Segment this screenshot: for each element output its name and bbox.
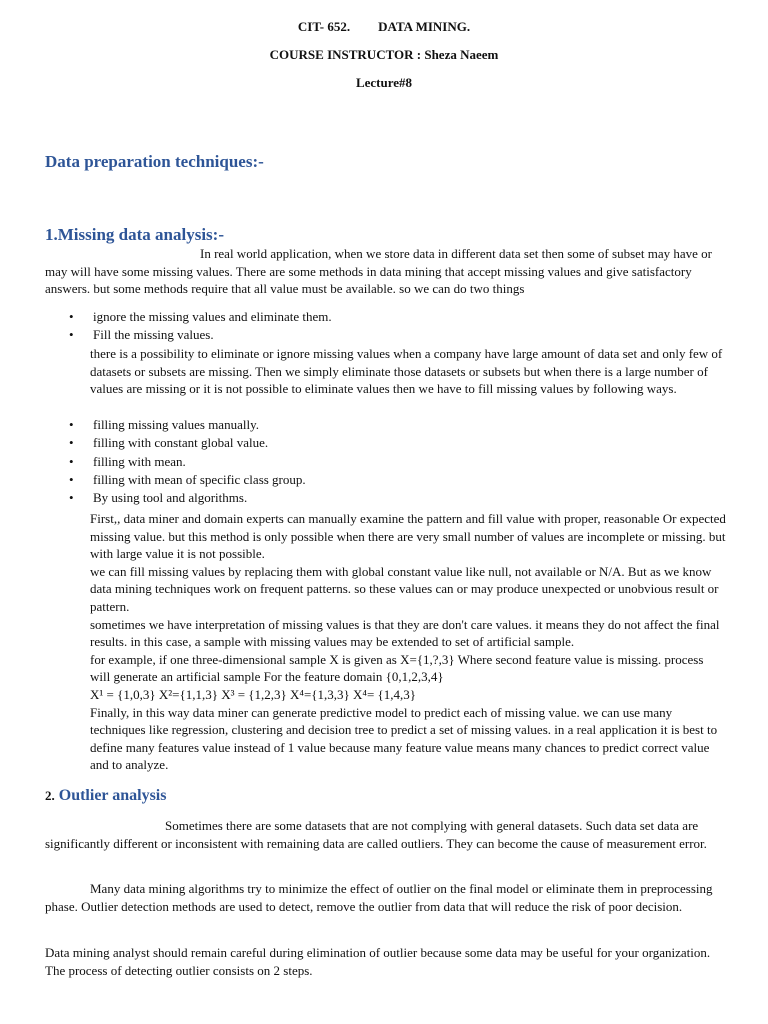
list-item: • filling with mean. bbox=[45, 453, 725, 471]
list-item: • filling missing values manually. bbox=[45, 416, 725, 434]
missing-intro-text: In real world application, when we store data in different data set then some of subset may have or may will have some missing values. There are some methods in data mining that accept missing values and give satisfactory answers. but some methods require that all value must be available. so we can do two things bbox=[45, 246, 713, 296]
bullet-icon: • bbox=[69, 435, 74, 451]
fill-methods-details bbox=[90, 510, 726, 774]
section-title-outlier bbox=[45, 786, 166, 806]
section-number: 2. bbox=[45, 788, 55, 803]
list-item: • Fill the missing values. bbox=[45, 326, 725, 344]
list-item: • filling with mean of specific class group. bbox=[45, 471, 725, 489]
bullet-icon: • bbox=[69, 490, 74, 506]
list-item: • By using tool and algorithms. bbox=[45, 489, 725, 507]
fill-methods-list bbox=[45, 416, 725, 507]
detail-example: for example, if one three-dimensional sample X is given as X={1,?,3} Where second feature value is missing. process will generate an artificial sample For the feature domain {0,1,2,3,4} bbox=[90, 651, 704, 685]
course-name: DATA MINING. bbox=[378, 19, 471, 34]
detail-finally: Finally, in this way data miner can generate predictive model to predict each of missing value. we can use many techniques like regression, clustering and decision tree to predict a set of missing values. in a real application it is best to define many features value instead of 1 value because many feature value means many chances to predict correct value and to analyze. bbox=[90, 704, 718, 773]
detail-dont-care: sometimes we have interpretation of missing values is that they are don't care values. it means they do not affect the final results. in this case, a sample with missing values may be extended to set of artificial sample. bbox=[90, 616, 720, 650]
missing-intro-paragraph bbox=[45, 245, 725, 298]
detail-artificial-samples: X¹ = {1,0,3} X²={1,1,3} X³ = {1,2,3} X⁴={1,3,3} X⁴= {1,4,3} bbox=[90, 686, 417, 702]
section-title-missing-data: 1.Missing data analysis:- bbox=[45, 225, 224, 244]
missing-options-list bbox=[45, 308, 725, 345]
course-instructor: COURSE INSTRUCTOR : Sheza Naeem bbox=[269, 47, 499, 62]
section-title-data-preparation: Data preparation techniques:- bbox=[45, 152, 264, 171]
bullet-icon: • bbox=[69, 327, 74, 343]
outlier-paragraph-1: Sometimes there are some datasets that are not complying with general datasets. Such data set data are significantly different or inconsistent with remaining data are called outliers. They can become the cause of measurement error. bbox=[45, 818, 707, 851]
bullet-icon: • bbox=[69, 471, 74, 487]
outlier-paragraph-2: Many data mining algorithms try to minimize the effect of outlier on the final model or eliminate them in preprocessing phase. Outlier detection methods are used to detect, remove the outlier from data that will reduce the risk of poor decision. bbox=[45, 881, 713, 914]
missing-explanation-paragraph: there is a possibility to eliminate or ignore missing values when a company have large amount of data set and only few of datasets or subsets are missing. Then we simply eliminate those datasets or subsets but when there is a large number of values are missing or it is not possible to eliminate values then we have to fill missing values by following ways. bbox=[90, 346, 723, 397]
detail-constant: we can fill missing values by replacing them with global constant value like null, not available or N/A. But as we know data mining techniques work on frequent patterns. so these values can or may produce unexpected or unobvious result or pattern. bbox=[90, 563, 719, 614]
bullet-icon: • bbox=[69, 309, 74, 324]
course-title bbox=[0, 19, 768, 35]
list-item: • ignore the missing values and eliminate them. bbox=[45, 308, 725, 326]
lecture-number: Lecture#8 bbox=[355, 75, 413, 90]
outlier-paragraph-3: Data mining analyst should remain careful during elimination of outlier because some data may be useful for your organization. The process of detecting outlier consists on 2 steps. bbox=[45, 945, 711, 978]
course-code: CIT- 652. bbox=[297, 19, 351, 34]
bullet-icon: • bbox=[69, 417, 74, 432]
section-title-text: Outlier analysis bbox=[58, 787, 167, 804]
list-item: • filling with constant global value. bbox=[45, 434, 725, 452]
bullet-icon: • bbox=[69, 453, 74, 469]
detail-manual: First,, data miner and domain experts can manually examine the pattern and fill value with proper, reasonable Or expected missing value. but this method is only possible when there are very small number of values are incomplete or missing. but with large value it is not possible. bbox=[90, 511, 726, 562]
